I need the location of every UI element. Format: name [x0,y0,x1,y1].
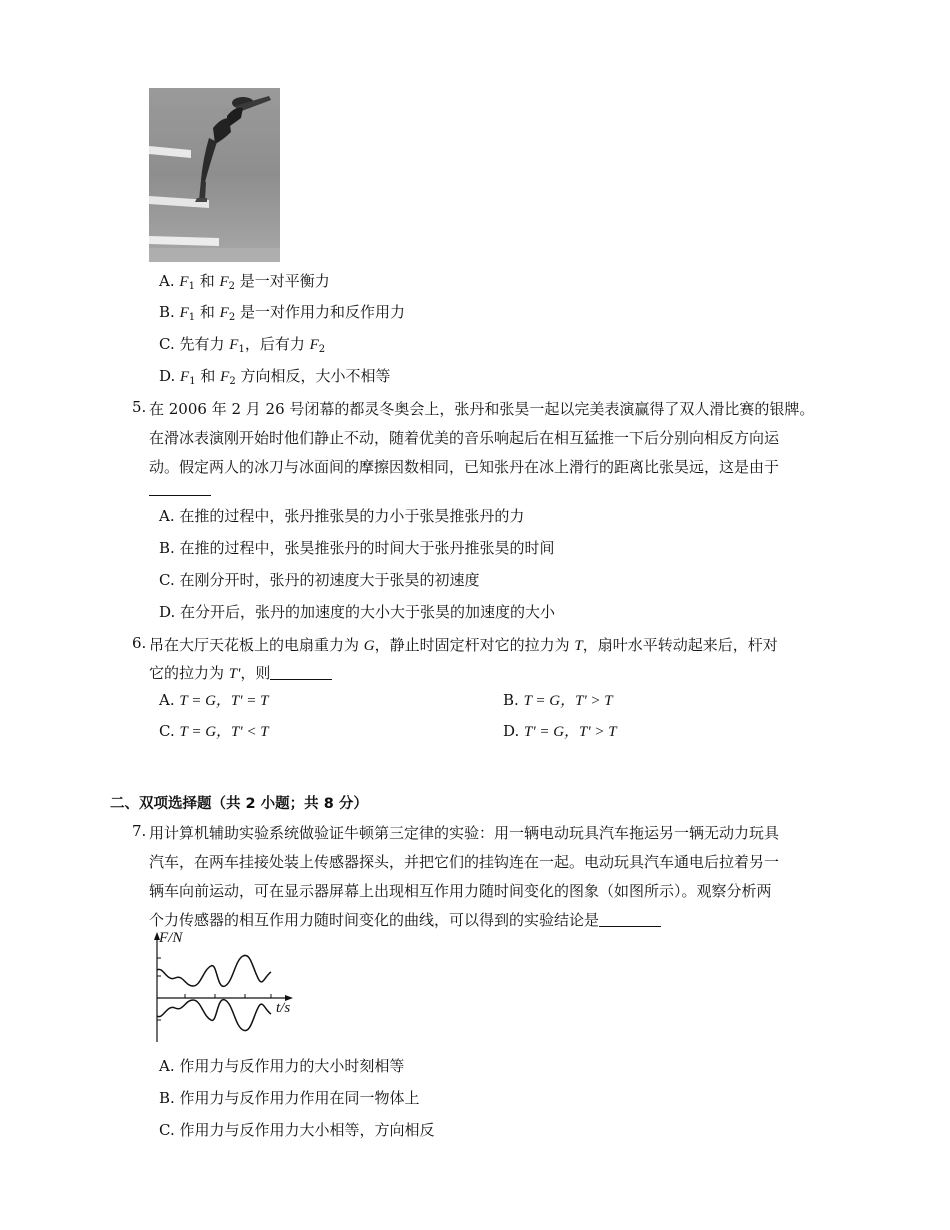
q7-option-a: A. 作用力与反作用力的大小时刻相等 [159,1057,405,1075]
q5-number: 5. [132,398,147,416]
q4-option-c: C. 先有力 $F_1$，后有力 $F_2$ [159,335,326,355]
q6-answer-blank [270,665,332,680]
section-heading: 二、双项选择题（共 2 小题；共 8 分） [110,796,368,812]
q7-stem-line: 用计算机辅助实验系统做验证牛顿第三定律的实验：用一辆电动玩具汽车拖运另一辆无动力玩具 [149,824,780,842]
q4-option-b: B. $F_1$ 和 $F_2$ 是一对作用力和反作用力 [159,303,405,323]
q6-option-b: B. T = G，T' > T [503,691,613,709]
q7-stem-line: 辆车向前运动，可在显示器屏幕上出现相互作用力随时间变化的图象（如图所示）。观察分析两 [149,882,772,900]
graph-y-label: F/N [159,930,183,946]
q6-stem-line-1: 吊在大厅天花板上的电扇重力为 G，静止时固定杆对它的拉力为 T，扇叶水平转动起来后，杆对 [149,636,778,654]
q7-number: 7. [132,822,147,840]
q7-option-b: B. 作用力与反作用力作用在同一物体上 [159,1089,420,1107]
q6-option-c: C. T = G，T' < T [159,722,269,740]
q5-option-b: B. 在推的过程中，张昊推张丹的时间大于张丹推张昊的时间 [159,539,555,557]
q5-stem-line: 在滑冰表演刚开始时他们静止不动，随着优美的音乐响起后在相互猛推一下后分别向相反方向运 [149,429,780,447]
q6-stem-line-2: 它的拉力为 T'，则 [149,662,332,683]
q4-option-d: D. $F_1$ 和 $F_2$ 方向相反，大小不相等 [159,367,391,387]
q5-answer-blank [149,481,211,496]
graph-x-label: t/s [276,1000,291,1016]
q5-stem-line: 动。假定两人的冰刀与冰面间的摩擦因数相同，已知张丹在冰上滑行的距离比张昊远，这是由于 [149,458,780,476]
q5-option-c: C. 在刚分开时，张丹的初速度大于张昊的初速度 [159,571,480,589]
q6-option-a: A. T = G，T' = T [159,691,269,709]
q7-option-c: C. 作用力与反作用力大小相等，方向相反 [159,1121,435,1139]
q7-stem-line: 汽车，在两车挂接处装上传感器探头，并把它们的挂钩连在一起。电动玩具汽车通电后拉着另一 [149,853,780,871]
q4-option-a: A. $F_1$ 和 $F_2$ 是一对平衡力 [159,272,330,292]
q5-option-a: A. 在推的过程中，张丹推张昊的力小于张昊推张丹的力 [159,507,525,525]
q5-stem-line: 在 2006 年 2 月 26 号闭幕的都灵冬奥会上，张丹和张昊一起以完美表演赢得了双人滑比赛的银牌。 [149,400,815,418]
q6-option-d: D. T' = G，T' > T [503,722,617,740]
q7-answer-blank [599,912,661,927]
q6-number: 6. [132,634,147,652]
force-time-graph [145,930,305,1048]
diver-photo [149,88,280,262]
q7-stem-line-last: 个力传感器的相互作用力随时间变化的曲线，可以得到的实验结论是 [149,909,661,930]
q5-option-d: D. 在分开后，张丹的加速度的大小大于张昊的加速度的大小 [159,603,556,621]
